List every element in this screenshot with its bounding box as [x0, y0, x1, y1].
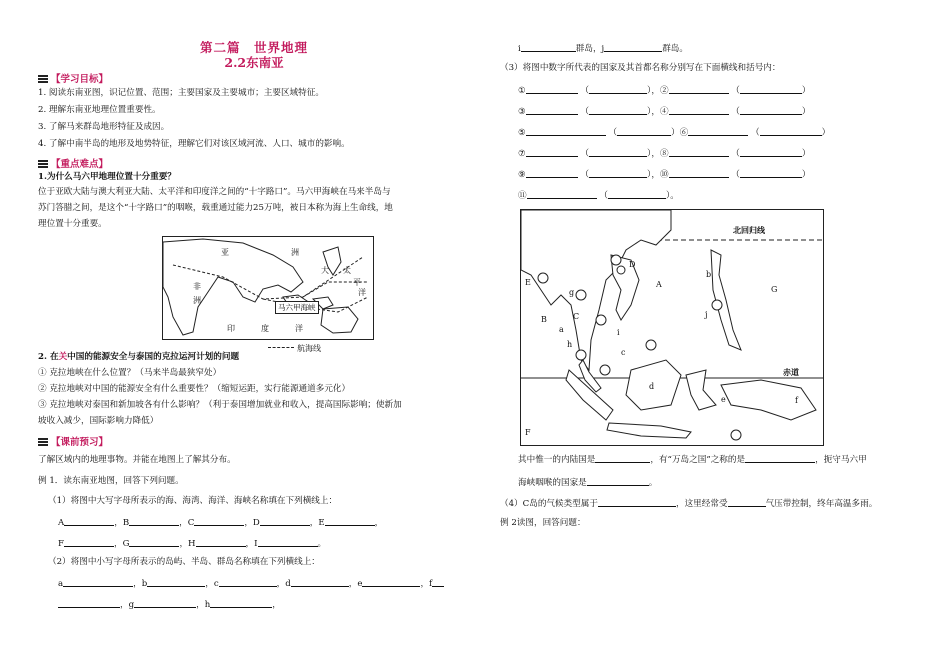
blank-field[interactable] [589, 147, 647, 157]
blank-field[interactable] [526, 84, 578, 94]
blank-field[interactable] [64, 537, 114, 547]
blank-field[interactable] [598, 497, 676, 507]
goal-3: 3. 了解马来群岛地形特征及成因。 [38, 122, 170, 132]
key-header: 【重点难点】 [38, 156, 108, 170]
blank-field[interactable] [258, 537, 318, 547]
page-title: 第二篇 世界地理 [199, 40, 308, 55]
blank-field[interactable] [604, 42, 662, 52]
map2-letter-E: E [525, 278, 531, 287]
map2-letter-j: j [705, 310, 708, 319]
country-row-4: ⑦ （ ），⑧ （ ） [518, 149, 811, 159]
answer-row-3: a ，b ，c ，d ，e ，f [58, 577, 444, 590]
key-p1-line3: 理位置十分重要。 [38, 219, 107, 229]
key-q1: 1.为什么马六甲地理位置十分重要？ [38, 172, 176, 182]
blank-field[interactable] [129, 516, 179, 526]
blank-field[interactable] [362, 577, 420, 587]
southeast-asia-map-svg [521, 210, 823, 445]
goals-header: 【学习目标】 [38, 71, 108, 85]
country-row-5: ⑨ （ ），⑩ （ ） [518, 170, 811, 180]
blank-field[interactable] [526, 168, 578, 178]
map1-legend: 航海线 [268, 343, 321, 354]
answer-landlocked: 其中惟一的内陆国是 ，有“万岛之国”之称的是 ，扼守马六甲 [518, 455, 867, 465]
blank-field[interactable] [432, 577, 444, 587]
map2-letter-A: A [656, 280, 662, 289]
blank-field[interactable] [728, 497, 766, 507]
map2-letter-c: c [621, 348, 626, 357]
goal-2: 2. 理解东南亚地理位置重要性。 [38, 105, 161, 115]
answer-malacca-country: 海峡咽喉的国家是 。 [518, 478, 658, 488]
blank-field[interactable] [740, 84, 802, 94]
map2-letter-i: i [617, 328, 620, 337]
key-q2-sub4: 坡收入减少，国际影响力降低） [38, 416, 159, 426]
equator-label: 赤道 [783, 367, 799, 377]
map2-letter-f: f [795, 396, 798, 405]
blank-field[interactable] [587, 476, 649, 486]
blank-field[interactable] [219, 577, 277, 587]
map1-label: 非 [193, 282, 201, 291]
blank-field[interactable] [527, 189, 597, 199]
country-row-3: ⑤ （ ）⑥ （ ） [518, 128, 831, 138]
map2-letter-F: F [525, 428, 531, 437]
blank-field[interactable] [740, 105, 802, 115]
map2-letter-G: G [771, 285, 778, 294]
blank-field[interactable] [617, 126, 671, 136]
map1-label: 洲 [291, 248, 299, 257]
key-q2-sub3: ③ 克拉地峡对泰国和新加坡各有什么影响？（利于泰国增加就业和收入，提高国际影响；使新加 [38, 400, 402, 410]
blank-field[interactable] [669, 147, 729, 157]
map1-label: 印 [227, 324, 235, 333]
goal-1: 1. 阅读东南亚图，识记位置、范围；主要国家及主要城市；主要区域特征。 [38, 88, 324, 98]
blank-field[interactable] [608, 189, 666, 199]
blank-field[interactable] [589, 105, 647, 115]
map1-label: 太 [343, 266, 351, 275]
answer-row-2: F ，G ，H ，I 。 [58, 539, 327, 549]
blank-field[interactable] [325, 516, 375, 526]
map2-letter-D: D [629, 260, 636, 269]
blank-field[interactable] [526, 126, 606, 136]
map1-label: 洲 [193, 296, 201, 305]
answer-line-i-j: i 群岛，j 群岛。 [518, 44, 688, 54]
map2-letter-C: C [573, 312, 580, 321]
blank-field[interactable] [688, 126, 748, 136]
country-row-6: ⑪ （ ）。 [518, 191, 679, 201]
blank-field[interactable] [760, 126, 822, 136]
key-p1-line1: 位于亚欧大陆与澳大利亚大陆、太平洋和印度洋之间的“十字路口”。马六甲海峡在马来半岛与 [38, 187, 391, 197]
map1-label: 洋 [358, 288, 366, 297]
blank-field[interactable] [526, 147, 578, 157]
blank-field[interactable] [194, 516, 244, 526]
key-q2: 2. 在关中国的能源安全与泰国的克拉运河计划的问题 [38, 352, 240, 362]
example-2: 例 2读图，回答问题： [500, 518, 586, 528]
malacca-map [162, 236, 374, 340]
blank-field[interactable] [745, 453, 815, 463]
blank-field[interactable] [58, 598, 120, 608]
page-subtitle: 2.2东南亚 [224, 55, 284, 70]
blank-field[interactable] [134, 598, 196, 608]
question-4: （4）C岛的气候类型属于 ，这里经常受 气压带控制，终年高温多雨。 [500, 499, 878, 509]
key-p1-line2: 苏门答腊之间，是这个“十字路口”的咽喉，载重通过能力25万吨，被日本称为海上生命线，地 [38, 203, 393, 213]
blank-field[interactable] [589, 84, 647, 94]
blank-field[interactable] [589, 168, 647, 178]
blank-field[interactable] [260, 516, 310, 526]
blank-field[interactable] [669, 105, 729, 115]
answer-row-1: A ，B ，C ，D ，E ， [58, 518, 384, 528]
map1-label: 大 [321, 266, 329, 275]
section-bars-icon [38, 437, 48, 446]
section-bars-icon [38, 159, 48, 168]
blank-field[interactable] [669, 168, 729, 178]
map2-letter-B: B [541, 315, 547, 324]
key-q2-sub2: ② 克拉地峡对中国的能源安全有什么重要性？（缩短运距，实行能源通道多元化） [38, 384, 351, 394]
tropic-label: 北回归线 [733, 225, 765, 235]
map1-strait-label: 马六甲海峡 [275, 301, 319, 314]
key-q2-sub1: ① 克拉地峡在什么位置？（马来半岛最狭窄处） [38, 368, 222, 378]
map1-label: 度 [261, 324, 269, 333]
map2-letter-d: d [649, 382, 655, 391]
blank-field[interactable] [291, 577, 349, 587]
blank-field[interactable] [210, 598, 272, 608]
legend-dash-line [268, 347, 294, 348]
blank-field[interactable] [740, 168, 802, 178]
blank-field[interactable] [64, 516, 114, 526]
answer-row-4: ，g ，h ， [58, 598, 281, 611]
question-3: （3）将图中数字所代表的国家及其首都名称分别写在下面横线和括号内： [500, 63, 781, 73]
blank-field[interactable] [740, 147, 802, 157]
blank-field[interactable] [521, 42, 576, 52]
country-row-1: ① （ ），② （ ） [518, 86, 811, 96]
preview-q1: （1）将图中大写字母所表示的海、海湾、海洋、海峡名称填在下列横线上： [48, 496, 338, 506]
map2-letter-e: e [721, 395, 726, 404]
map2-letter-a: a [559, 325, 564, 334]
preview-intro: 了解区域内的地理事物。并能在地图上了解其分布。 [38, 455, 236, 465]
blank-field[interactable] [129, 537, 179, 547]
southeast-asia-map [520, 209, 824, 446]
preview-header: 【课前预习】 [38, 434, 108, 448]
blank-field[interactable] [147, 577, 205, 587]
goal-4: 4. 了解中南半岛的地形及地势特征，理解它们对该区域河流、人口、城市的影响。 [38, 139, 350, 149]
map1-label: 平 [353, 278, 361, 287]
map2-letter-b: b [706, 270, 712, 279]
blank-field[interactable] [196, 537, 246, 547]
map1-label: 亚 [221, 248, 229, 257]
map1-label: 洋 [295, 324, 303, 333]
example-1: 例 1．读东南亚地图，回答下列问题。 [38, 476, 184, 486]
country-row-2: ③ （ ），④ （ ） [518, 107, 811, 117]
blank-field[interactable] [63, 577, 133, 587]
map2-letter-g: g [569, 288, 575, 297]
blank-field[interactable] [595, 453, 650, 463]
blank-field[interactable] [669, 84, 729, 94]
map2-letter-h: h [567, 340, 573, 349]
blank-field[interactable] [526, 105, 578, 115]
section-bars-icon [38, 74, 48, 83]
preview-q2: （2）将图中小写字母所表示的岛屿、半岛、群岛名称填在下列横线上： [48, 557, 320, 567]
